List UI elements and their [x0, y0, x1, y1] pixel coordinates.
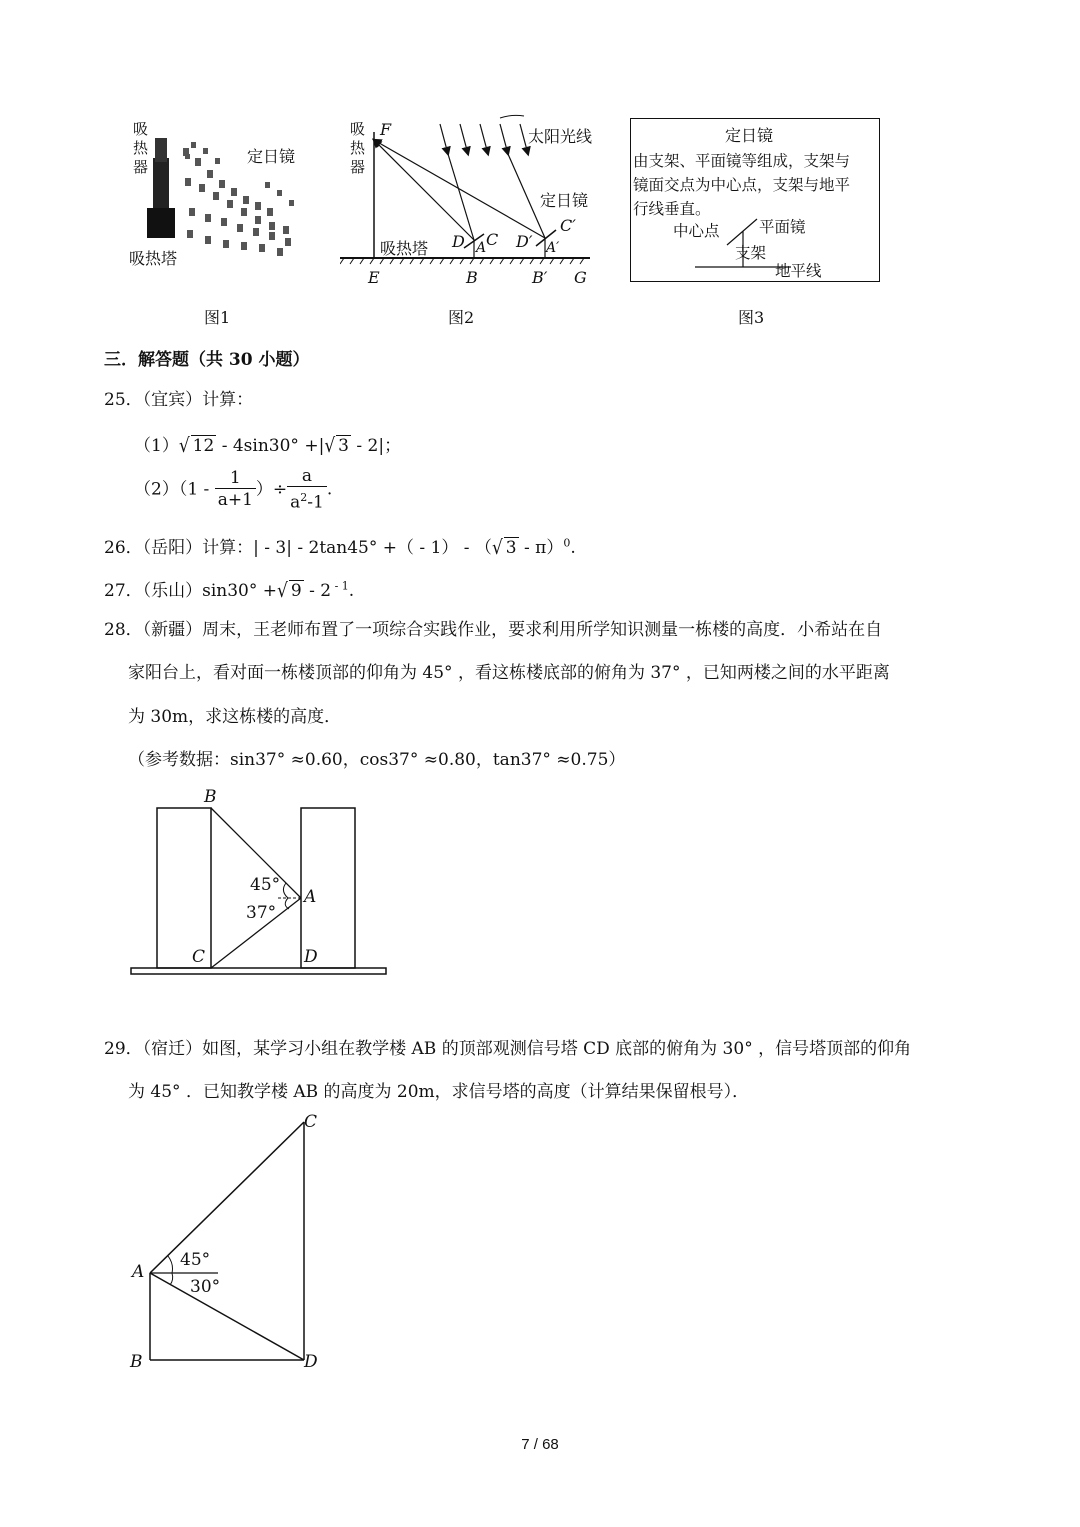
- figure-1: [125, 118, 315, 268]
- q28-reference-data: （参考数据：sin37° ≈0.60，cos37° ≈0.80，tan37° ≈0.75）: [128, 750, 626, 770]
- fig3-mirror-label: 平面镜: [759, 218, 806, 236]
- q29-tower-diagram: [128, 1110, 328, 1380]
- q28-figure: [128, 785, 390, 980]
- fraction-denominator: a+1: [217, 490, 253, 511]
- fig2-point-B-prime: B′: [532, 268, 548, 287]
- fig2-point-A: A: [476, 240, 487, 256]
- q29-angle-30: 30°: [190, 1277, 221, 1297]
- den-tail: -1: [307, 492, 324, 513]
- fig3-horizon-label: 地平线: [775, 262, 822, 280]
- den-base: a: [290, 492, 301, 513]
- fig2-point-A-prime: A′: [546, 240, 560, 256]
- q28-line2: 家阳台上，看对面一栋楼顶部的仰角为 45° ，看这栋楼底部的俯角为 37° ，已知两楼之间的水平距离: [128, 663, 890, 683]
- q25-p1-radicand2: 3: [338, 436, 349, 456]
- q28-label-C: C: [192, 947, 206, 967]
- q25-p1-prefix: （1）: [134, 436, 179, 456]
- fig3-center-label: 中心点: [673, 222, 720, 240]
- q26-radicand: 3: [505, 538, 517, 558]
- q27-radicand: 9: [290, 581, 302, 601]
- q25-part2: [134, 466, 332, 514]
- page-number: 7 / 68: [521, 1436, 559, 1453]
- fig2-point-C-prime: C′: [560, 216, 576, 235]
- q25-p2-prefix: （2）（1 -: [134, 479, 215, 500]
- q29-label-D: D: [304, 1352, 318, 1372]
- fraction-denominator: [287, 487, 327, 514]
- q28-label-A: A: [304, 887, 317, 907]
- fig2-tower-label: 吸热塔: [380, 239, 429, 258]
- sqrt-sign-icon: √: [277, 579, 288, 603]
- q25-p2-mid: ）÷: [255, 479, 288, 500]
- sqrt-sign-icon: √: [491, 536, 503, 560]
- fig3-desc-line3: 行线垂直。: [633, 200, 711, 218]
- fig2-point-F: F: [380, 120, 392, 139]
- section-title: 三．解答题（共 30 小题）: [104, 350, 310, 370]
- q29-label-C: C: [304, 1112, 318, 1132]
- q26: [104, 533, 576, 558]
- q29-label-B: B: [130, 1352, 143, 1372]
- q29-angle-45: 45°: [180, 1250, 211, 1270]
- fig2-heliostat-label: 定日镜: [540, 191, 589, 210]
- q27-mid: - 2: [303, 581, 332, 601]
- fig3-title: 定日镜: [725, 126, 774, 145]
- q26-prefix: 26．（岳阳）计算：| - 3| - 2tan45° +（ - 1） - （: [104, 538, 492, 558]
- fig2-point-B: B: [466, 268, 478, 287]
- q26-mid: - π）: [518, 538, 564, 558]
- q28-label-D: D: [304, 947, 318, 967]
- q27-prefix: 27．（乐山）sin30° +: [104, 581, 278, 601]
- q25-part1: [134, 431, 401, 456]
- q28-angle-37: 37°: [246, 903, 277, 923]
- figure-3: [630, 118, 880, 282]
- q25-p1-radicand: 12: [192, 436, 215, 456]
- q25-p2-end: .: [326, 479, 333, 500]
- q29-label-A: A: [132, 1262, 145, 1282]
- q25-p2-fraction1: [215, 468, 256, 511]
- fig2-point-D-prime: D′: [516, 232, 533, 251]
- q25-stem: 25．（宜宾）计算：: [104, 390, 254, 410]
- q25-p2-fraction2: [287, 466, 327, 514]
- fig3-desc-line2: 镜面交点为中心点，支架与地平: [633, 176, 851, 194]
- figure-3-caption: 图3: [738, 308, 765, 327]
- q26-end: .: [570, 538, 576, 558]
- fig2-point-G: G: [574, 268, 587, 287]
- den-exp: 2: [300, 491, 308, 504]
- sqrt-sign-icon: √: [178, 434, 190, 458]
- q28-line1: 28．（新疆）周末，王老师布置了一项综合实践作业，要求利用所学知识测量一栋楼的高度．小希站在自: [104, 620, 883, 640]
- q27-exp: - 1: [331, 579, 349, 593]
- figure-1-caption: 图1: [204, 308, 231, 327]
- q28-angle-45: 45°: [250, 875, 281, 895]
- q26-exp: 0: [563, 536, 571, 550]
- figure-2: [340, 112, 610, 292]
- fig3-desc-line1: 由支架、平面镜等组成，支架与: [633, 152, 851, 170]
- fig2-absorber-label: 吸热器: [350, 120, 366, 176]
- fig2-point-E: E: [368, 268, 380, 287]
- fig1-heliostat-label: 定日镜: [247, 147, 296, 166]
- q28-label-B: B: [204, 787, 217, 807]
- sqrt-sign-icon: √: [324, 434, 336, 458]
- fig2-point-D: D: [452, 232, 465, 251]
- q29-figure: [128, 1110, 328, 1380]
- fraction-numerator: 1: [215, 468, 256, 489]
- q27-end: .: [348, 581, 355, 601]
- fraction-numerator: a: [287, 466, 327, 487]
- figure-2-caption: 图2: [448, 308, 475, 327]
- fig1-absorber-label: 吸热器: [133, 120, 149, 176]
- fig2-sunlight-label: 太阳光线: [528, 127, 593, 146]
- fig1-tower-label: 吸热塔: [129, 249, 178, 268]
- q25-p1-mid: - 4sin30° +|: [216, 436, 325, 456]
- q29-line1: 29．（宿迁）如图，某学习小组在教学楼 AB 的顶部观测信号塔 CD 底部的俯角为 30° ，信号塔顶部的仰角: [104, 1039, 912, 1059]
- q28-line3: 为 30m，求这栋楼的高度．: [128, 707, 342, 727]
- q29-line2: 为 45° ．已知教学楼 AB 的高度为 20m，求信号塔的高度（计算结果保留根号）．: [128, 1082, 750, 1102]
- q27: [104, 576, 354, 601]
- fig2-point-C: C: [486, 230, 499, 249]
- q25-p1-end: - 2|；: [350, 436, 402, 456]
- fig3-bracket-label: 支架: [735, 244, 767, 262]
